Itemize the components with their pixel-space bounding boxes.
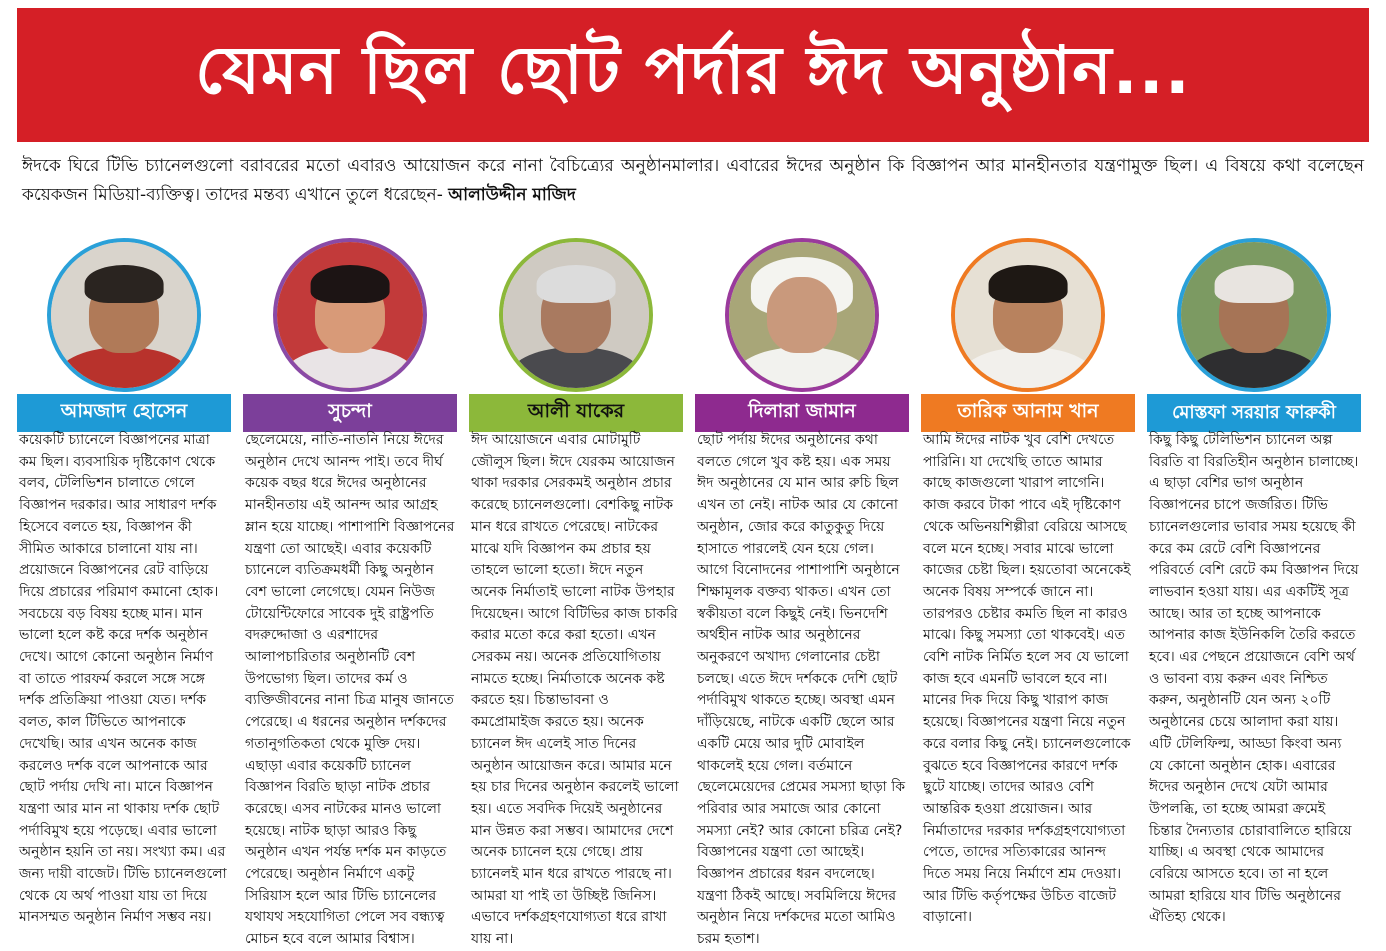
- person-name: আলী যাকের: [527, 400, 625, 422]
- column-text: কিছু কিছু টেলিভিশন চ্যানেল অল্প বিরতি বা বিরতিহীন অনুষ্ঠান চালাচ্ছে। এ ছাড়া বেশির ভাগ অনুষ্ঠান বিজ্ঞাপনের চাপে জর্জরিত। টিভি চ্যানেলগুলোর ভাবার সময় হয়েছে কী করে কম রেটে বেশি বিজ্ঞাপনের পরিবর্তে বেশি রেটে কম বিজ্ঞাপন দিয়ে লাভবান হওয়া যায়। এর একটিই সূত্র আছে। আর তা হচ্ছে আপনাকে আপনার কাজ ইউনিকলি তৈরি করতে হবে। এর পেছনে প্রয়োজনে বেশি অর্থ ও ভাবনা ব্যয় করুন এবং নিশ্চিত করুন, অনুষ্ঠানটি যেন অন্য ২০টি অনুষ্ঠানের চেয়ে আলাদা করা যায়। এটি টেলিফিল্ম, আড্ডা কিংবা অন্য যে কোনো অনুষ্ঠান হোক। এবারের ঈদের অনুষ্ঠান দেখে যেটা আমার উপলব্ধি, তা হচ্ছে আমরা ক্রমেই চিন্তার দৈন্যতার চোরাবালিতে হারিয়ে যাচ্ছি। এ অবস্থা থেকে আমাদের বেরিয়ে আসতে হবে। তা না হলে আমরা হারিয়ে যাব টিভি অনুষ্ঠানের ঐতিহ্য থেকে।: [1149, 432, 1359, 926]
- portrait-photo: [273, 238, 427, 392]
- portrait-photo: [47, 238, 201, 392]
- column-text: ছেলেমেয়ে, নাতি-নাতনি নিয়ে ঈদের অনুষ্ঠান দেখে আনন্দ পাই। তবে দীর্ঘ কয়েক বছর ধরে ঈদের অনুষ্ঠানের মানহীনতায় এই আনন্দ আর আগ্রহ ম্লান হয়ে যাচ্ছে। পাশাপাশি বিজ্ঞাপনের যন্ত্রণা তো আছেই। এবার কয়েকটি চ্যানেলে ব্যতিক্রমধর্মী কিছু অনুষ্ঠান বেশ ভালো লেগেছে। যেমন নিউজ টোয়েন্টিফোরে সাবেক দুই রাষ্ট্রপতি বদরুদ্দোজা ও এরশাদের আলাপচারিতার অনুষ্ঠানটি বেশ উপভোগ্য ছিল। তাদের কর্ম ও ব্যক্তিজীবনের নানা চিত্র মানুষ জানতে পেরেছে। এ ধরনের অনুষ্ঠান দর্শকদের গতানুগতিকতা থেকে মুক্তি দেয়। এছাড়া এবার কয়েকটি চ্যানেল বিজ্ঞাপন বিরতি ছাড়া নাটক প্রচার করেছে। এসব নাটকের মানও ভালো হয়েছে। নাটক ছাড়া আরও কিছু অনুষ্ঠান এখন পর্যন্ত দর্শক মন কাড়তে পেরেছে। অনুষ্ঠান নির্মাণে একটু সিরিয়াস হলে আর টিভি চ্যানেলের যথাযথ সহযোগিতা পেলে সব বন্ধ্যত্ব মোচন হবে বলে আমার বিশ্বাস।: [245, 432, 455, 948]
- column-text: ঈদ আয়োজনে এবার মোটামুটি জৌলুস ছিল। ঈদে যেরকম আয়োজন থাকা দরকার সেরকমই অনুষ্ঠান প্রচার করেছে চ্যানেলগুলো। বেশকিছু নাটক মান ধরে রাখতে পেরেছে। নাটকের মাঝে যদি বিজ্ঞাপন কম প্রচার হয় তাহলে ভালো হতো। ঈদে নতুন অনেক নির্মাতাই ভালো নাটক উপহার দিয়েছেন। আগে বিটিভির কাজ চাকরি করার মতো করে করা হতো। এখন সেরকম নয়। অনেক প্রতিযোগিতায় নামতে হচ্ছে। নির্মাতাকে অনেক কষ্ট করতে হয়। চিন্তাভাবনা ও কমপ্রোমাইজ করতে হয়। অনেক চ্যানেল ঈদ এলেই সাত দিনের অনুষ্ঠান আয়োজন করে। আমার মনে হয় চার দিনের অনুষ্ঠান করলেই ভালো হয়। এতে সবদিক দিয়েই অনুষ্ঠানের মান উন্নত করা সম্ভব। আমাদের দেশে অনেক চ্যানেল হয়ে গেছে। প্রায় চ্যানেলই মান ধরে রাখতে পারছে না। আমরা যা পাই তা উচ্ছিষ্ট জিনিস। এভাবে দর্শকগ্রহণযোগ্যতা ধরে রাখা যায় না।: [471, 432, 679, 948]
- portrait-photo: [951, 238, 1105, 392]
- portrait-photo: [725, 238, 879, 392]
- person-name: তারিক আনাম খান: [957, 400, 1099, 422]
- person-name: আমজাদ হোসেন: [60, 400, 188, 422]
- column-text: আমি ঈদের নাটক খুব বেশি দেখতে পারিনি। যা দেখেছি তাতে আমার কাছে কাজগুলো খারাপ লাগেনি। কাজ করবে টাকা পাবে এই দৃষ্টিকোণ থেকে অভিনয়শিল্পীরা বেরিয়ে আসছে বলে মনে হচ্ছে। সবার মাঝে ভালো কাজের চেষ্টা ছিল। হয়তোবা অনেকেই অনেক বিষয় সম্পর্কে জানে না। তারপরও চেষ্টার কমতি ছিল না কারও মাঝে। কিছু সমস্যা তো থাকবেই। এত বেশি নাটক নির্মিত হলে সব যে ভালো কাজ হবে এমনটি ভাবলে হবে না। মানের দিক দিয়ে কিছু খারাপ কাজ হয়েছে। বিজ্ঞাপনের যন্ত্রণা নিয়ে নতুন করে বলার কিছু নেই। চ্যানেলগুলোকে বুঝতে হবে বিজ্ঞাপনের কারণে দর্শক ছুটে যাচ্ছে। তাদের আরও বেশি আন্তরিক হওয়া প্রয়োজন। আর নির্মাতাদের দরকার দর্শকগ্রহণযোগ্যতা পেতে, তাদের সত্যিকারের আনন্দ দিতে সময় নিয়ে নির্মাণে শ্রম দেওয়া। আর টিভি কর্তৃপক্ষের উচিত বাজেট বাড়ানো।: [923, 432, 1131, 926]
- name-bar: [695, 394, 909, 432]
- headline-banner: [17, 8, 1369, 142]
- byline: আলাউদ্দীন মাজিদ: [448, 185, 576, 205]
- portrait-photo: [499, 238, 653, 392]
- column-text: ছোট পর্দায় ঈদের অনুষ্ঠানের কথা বলতে গেলে খুব কষ্ট হয়। এক সময় ঈদ অনুষ্ঠানের যে মান আর রুচি ছিল এখন তা নেই। নাটক আর যে কোনো অনুষ্ঠান, জোর করে কাতুকুতু দিয়ে হাসাতে পারলেই যেন হয়ে গেল। আগে বিনোদনের পাশাপাশি অনুষ্ঠানে শিক্ষামূলক বক্তব্য থাকত। এখন তো স্বকীয়তা বলে কিছুই নেই। ভিনদেশি অর্থহীন নাটক আর অনুষ্ঠানের অনুকরণে অখাদ্য গেলানোর চেষ্টা চলছে। এতে ঈদে দর্শককে দেশি ছোট পর্দাবিমুখ থাকতে হচ্ছে। অবস্থা এমন দাঁড়িয়েছে, নাটকে একটি ছেলে আর একটি মেয়ে আর দুটি মোবাইল থাকলেই হয়ে গেল। বর্তমানে ছেলেমেয়েদের প্রেমের সমস্যা ছাড়া কি পরিবার আর সমাজে আর কোনো সমস্যা নেই? আর কোনো চরিত্র নেই? বিজ্ঞাপনের যন্ত্রণা তো আছেই। বিজ্ঞাপন প্রচারের ধরন বদলেছে। যন্ত্রণা ঠিকই আছে। সবমিলিয়ে ঈদের অনুষ্ঠান নিয়ে দর্শকদের মতো আমিও চরম হতাশ।: [697, 432, 905, 948]
- portrait-photo: [1177, 238, 1331, 392]
- intro-text: ঈদকে ঘিরে টিভি চ্যানেলগুলো বরাবরের মতো এবারও আয়োজন করে নানা বৈচিত্র্যের অনুষ্ঠানমালার। এবারের ঈদের অনুষ্ঠান কি বিজ্ঞাপন আর মানহীনতার যন্ত্রণামুক্ত ছিল। এ বিষয়ে কথা বলেছেন কয়েকজন মিডিয়া-ব্যক্তিত্ব। তাদের মন্তব্য এখানে তুলে ধরেছেন-: [22, 156, 1364, 205]
- name-bar: [921, 394, 1135, 432]
- name-bar: [243, 394, 457, 432]
- name-bar: [1147, 394, 1361, 432]
- person-name: মোস্তফা সরয়ার ফারুকী: [1172, 401, 1336, 423]
- intro-paragraph: [22, 152, 1364, 210]
- person-name: সুচন্দা: [328, 400, 372, 422]
- name-bar: [17, 394, 231, 432]
- person-name: দিলারা জামান: [748, 400, 856, 422]
- name-bar: [469, 394, 683, 432]
- column-text: কয়েকটি চ্যানেলে বিজ্ঞাপনের মাত্রা কম ছিল। ব্যবসায়িক দৃষ্টিকোণ থেকে বলব, টেলিভিশন চালাতে গেলে বিজ্ঞাপন দরকার। আর সাধারণ দর্শক হিসেবে বলতে হয়, বিজ্ঞাপন কী সীমিত আকারে চালানো যায় না। প্রয়োজনে বিজ্ঞাপনের রেট বাড়িয়ে দিয়ে প্রচারের পরিমাণ কমানো হোক। সবচেয়ে বড় বিষয় হচ্ছে মান। মান ভালো হলে কষ্ট করে দর্শক অনুষ্ঠান দেখে। আগে কোনো অনুষ্ঠান নির্মাণ বা তাতে পারফর্ম করলে সঙ্গে সঙ্গে দর্শক প্রতিক্রিয়া পাওয়া যেত। দর্শক বলত, কাল টিভিতে আপনাকে দেখেছি। আর এখন অনেক কাজ করলেও দর্শক বলে আপনাকে আর ছোট পর্দায় দেখি না। মানে বিজ্ঞাপন যন্ত্রণা আর মান না থাকায় দর্শক ছোট পর্দাবিমুখ হয়ে পড়েছে। এবার ভালো অনুষ্ঠান হয়নি তা নয়। সংখ্যা কম। এর জন্য দায়ী বাজেট। টিভি চ্যানেলগুলো থেকে যে অর্থ পাওয়া যায় তা দিয়ে মানসম্মত অনুষ্ঠান নির্মাণ সম্ভব নয়।: [19, 432, 227, 926]
- headline: যেমন ছিল ছোট পর্দার ঈদ অনুষ্ঠান...: [195, 32, 1191, 109]
